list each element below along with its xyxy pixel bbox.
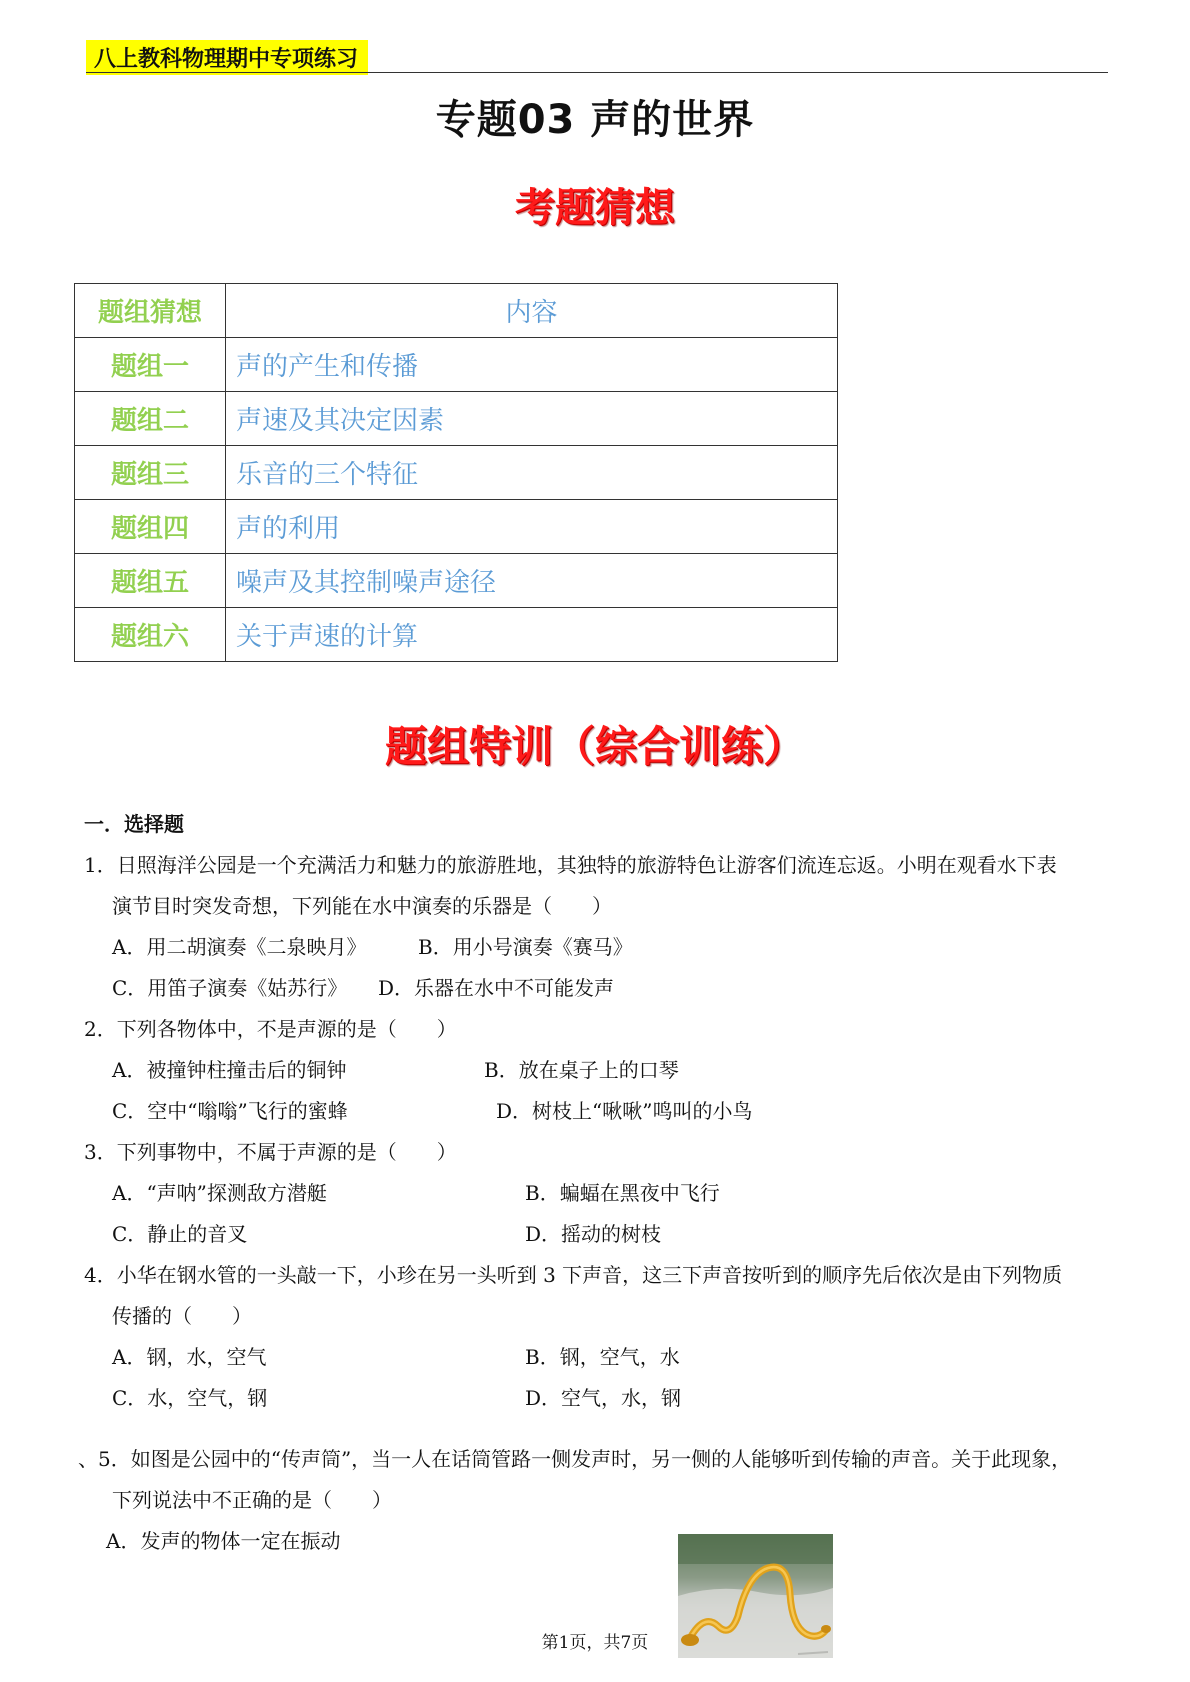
page-title: 专题03 声的世界 xyxy=(435,97,755,143)
question-2-option-c: C．空中“嗡嗡”飞行的蜜蜂 xyxy=(112,1099,348,1123)
question-3-option-c: C．静止的音叉 xyxy=(112,1222,248,1246)
header-rule xyxy=(86,72,1108,73)
question-1-stem-line1: 1．日照海洋公园是一个充满活力和魅力的旅游胜地，其独特的旅游特色让游客们流连忘返。小明在观看水下表 xyxy=(84,853,1057,877)
table-row xyxy=(75,608,838,662)
table-cell-group: 题组六 xyxy=(75,608,226,662)
question-2-option-b: B．放在桌子上的口琴 xyxy=(484,1058,679,1082)
table-cell-content: 声速及其决定因素 xyxy=(226,392,838,446)
question-1-options-row2 xyxy=(84,968,1114,1009)
table-cell-group: 题组四 xyxy=(75,500,226,554)
table-row xyxy=(75,500,838,554)
table-row xyxy=(75,338,838,392)
table-cell-content: 声的产生和传播 xyxy=(226,338,838,392)
question-4-option-c: C．水，空气，钢 xyxy=(112,1386,268,1410)
table-cell-content: 乐音的三个特征 xyxy=(226,446,838,500)
question-5-option-a: A．发声的物体一定在振动 xyxy=(106,1529,341,1553)
header-tag: 八上教科物理期中专项练习 xyxy=(86,40,368,75)
table-header-content: 内容 xyxy=(226,284,838,338)
table-row xyxy=(75,554,838,608)
guess-section-title: 考题猜想 xyxy=(515,185,675,231)
question-4-option-b: B．钢，空气，水 xyxy=(525,1345,680,1369)
question-2-options-row2 xyxy=(84,1091,1114,1132)
question-3-stem: 3．下列事物中，不属于声源的是（ ） xyxy=(84,1140,457,1164)
question-3-options-row2 xyxy=(84,1214,1114,1255)
question-3-option-d: D．摇动的树枝 xyxy=(525,1222,662,1246)
question-1-option-d: D．乐器在水中不可能发声 xyxy=(378,976,615,1000)
table-cell-content: 关于声速的计算 xyxy=(226,608,838,662)
table-cell-group: 题组三 xyxy=(75,446,226,500)
table-cell-group: 题组二 xyxy=(75,392,226,446)
question-2-stem: 2．下列各物体中，不是声源的是（ ） xyxy=(84,1017,457,1041)
question-2-options-row1 xyxy=(84,1050,1114,1091)
question-3-option-a: A．“声呐”探测敌方潜艇 xyxy=(112,1181,327,1205)
question-4-stem-line1: 4．小华在钢水管的一头敲一下，小珍在另一头听到 3 下声音，这三下声音按听到的顺序先后依次是由下列物质 xyxy=(84,1263,1063,1287)
table-row xyxy=(75,392,838,446)
page-footer: 第1页，共7页 xyxy=(541,1633,649,1653)
question-4-option-d: D．空气，水，钢 xyxy=(525,1386,682,1410)
table-header-row xyxy=(75,284,838,338)
spacer xyxy=(84,1419,1114,1439)
table-cell-group: 题组一 xyxy=(75,338,226,392)
topics-table xyxy=(74,283,838,662)
questions-area xyxy=(78,804,1114,1562)
question-1-option-c: C．用笛子演奏《姑苏行》 xyxy=(112,976,348,1000)
training-section-title: 题组特训（综合训练） xyxy=(384,722,805,771)
question-1-stem-line2: 演节目时突发奇想，下列能在水中演奏的乐器是（ ） xyxy=(112,894,612,918)
table-cell-content: 噪声及其控制噪声途径 xyxy=(226,554,838,608)
question-3-option-b: B．蝙蝠在黑夜中飞行 xyxy=(525,1181,720,1205)
question-4-options-row2 xyxy=(84,1378,1114,1419)
question-5-stem-line1: 、5．如图是公园中的“传声筒”，当一人在话筒管路一侧发声时，另一侧的人能够听到传输的声音。关于此现象， xyxy=(78,1447,1072,1471)
question-1-option-b: B．用小号演奏《赛马》 xyxy=(418,935,633,959)
question-4-options-row1 xyxy=(84,1337,1114,1378)
table-cell-group: 题组五 xyxy=(75,554,226,608)
question-1-options-row1 xyxy=(84,927,1114,968)
question-2-option-d: D．树枝上“啾啾”鸣叫的小鸟 xyxy=(496,1099,753,1123)
table-cell-content: 声的利用 xyxy=(226,500,838,554)
question-1-option-a: A．用二胡演奏《二泉映月》 xyxy=(112,935,367,959)
table-row xyxy=(75,446,838,500)
question-4-stem-line2: 传播的（ ） xyxy=(112,1304,252,1328)
question-4-option-a: A．钢，水，空气 xyxy=(112,1345,267,1369)
question-3-options-row1 xyxy=(84,1173,1114,1214)
question-2-option-a: A．被撞钟柱撞击后的铜钟 xyxy=(112,1058,347,1082)
question-5-stem-line2: 下列说法中不正确的是（ ） xyxy=(112,1488,392,1512)
question-5-options-row1 xyxy=(84,1521,1114,1562)
question-section-label: 一．选择题 xyxy=(84,812,184,836)
table-header-group: 题组猜想 xyxy=(75,284,226,338)
